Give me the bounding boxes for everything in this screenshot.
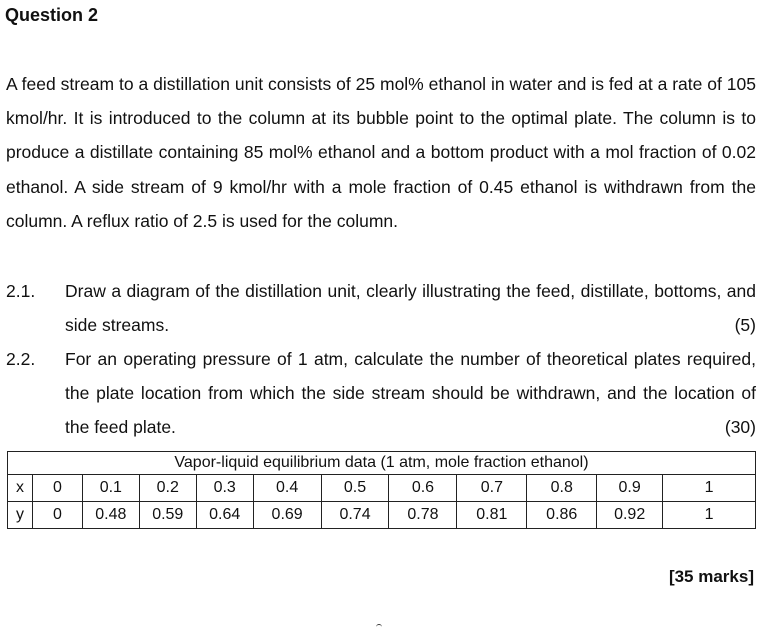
part-2-2 bbox=[6, 342, 756, 445]
table-cell: 0.2 bbox=[139, 475, 196, 502]
vle-data-table bbox=[7, 451, 756, 529]
table-cell: 0.64 bbox=[196, 502, 253, 529]
part-number: 2.2. bbox=[6, 349, 36, 369]
table-cell: 0.81 bbox=[457, 502, 527, 529]
row-label-x: x bbox=[8, 475, 33, 502]
question-intro: A feed stream to a distillation unit consists of 25 mol% ethanol in water and is fed at a rate of 105 kmol/hr. It is introduced to the column at its bubble point to the optimal plate. The column is to produce a distillate containing 85 mol% ethanol and a bottom product with a mol fraction of 0.02 ethanol. A side stream of 9 kmol/hr with a mole fraction of 0.45 ethanol is withdrawn from the column. A reflux ratio of 2.5 is used for the column. bbox=[6, 74, 756, 231]
table-cell: 0 bbox=[32, 502, 82, 529]
table-cell: 0.59 bbox=[139, 502, 196, 529]
part-number: 2.1. bbox=[6, 281, 36, 301]
part-marks: (5) bbox=[734, 315, 756, 336]
table-cell: 0.92 bbox=[597, 502, 663, 529]
table-cell: 1 bbox=[663, 475, 756, 502]
table-row-y bbox=[8, 502, 756, 529]
part-2-1 bbox=[6, 274, 756, 342]
table-cell: 0.9 bbox=[597, 475, 663, 502]
part-text: Draw a diagram of the distillation unit, clearly illustrating the feed, distillate, bottoms, and side streams. bbox=[65, 281, 756, 336]
table-caption: Vapor-liquid equilibrium data (1 atm, mole fraction ethanol) bbox=[8, 452, 756, 475]
scan-artifact bbox=[376, 624, 382, 629]
table-cell: 0.8 bbox=[527, 475, 597, 502]
total-marks: [35 marks] bbox=[668, 567, 754, 586]
table-cell: 0.78 bbox=[389, 502, 457, 529]
table-cell: 0.86 bbox=[527, 502, 597, 529]
table-cell: 0.1 bbox=[82, 475, 139, 502]
part-marks: (30) bbox=[724, 417, 756, 438]
part-text: For an operating pressure of 1 atm, calculate the number of theoretical plates required, the plate location from which the side stream should be withdrawn, and the location of the feed plate. bbox=[65, 349, 756, 438]
table-cell: 0.4 bbox=[253, 475, 321, 502]
table-row-x bbox=[8, 475, 756, 502]
table-cell: 0.74 bbox=[321, 502, 389, 529]
table-cell: 0.48 bbox=[82, 502, 139, 529]
row-label-y: y bbox=[8, 502, 33, 529]
question-title: Question 2 bbox=[5, 5, 99, 25]
table-cell: 1 bbox=[663, 502, 756, 529]
table-cell: 0.6 bbox=[389, 475, 457, 502]
table-cell: 0.7 bbox=[457, 475, 527, 502]
table-cell: 0.3 bbox=[196, 475, 253, 502]
table-caption-row bbox=[8, 452, 756, 475]
table-cell: 0 bbox=[32, 475, 82, 502]
table-cell: 0.69 bbox=[253, 502, 321, 529]
table-cell: 0.5 bbox=[321, 475, 389, 502]
